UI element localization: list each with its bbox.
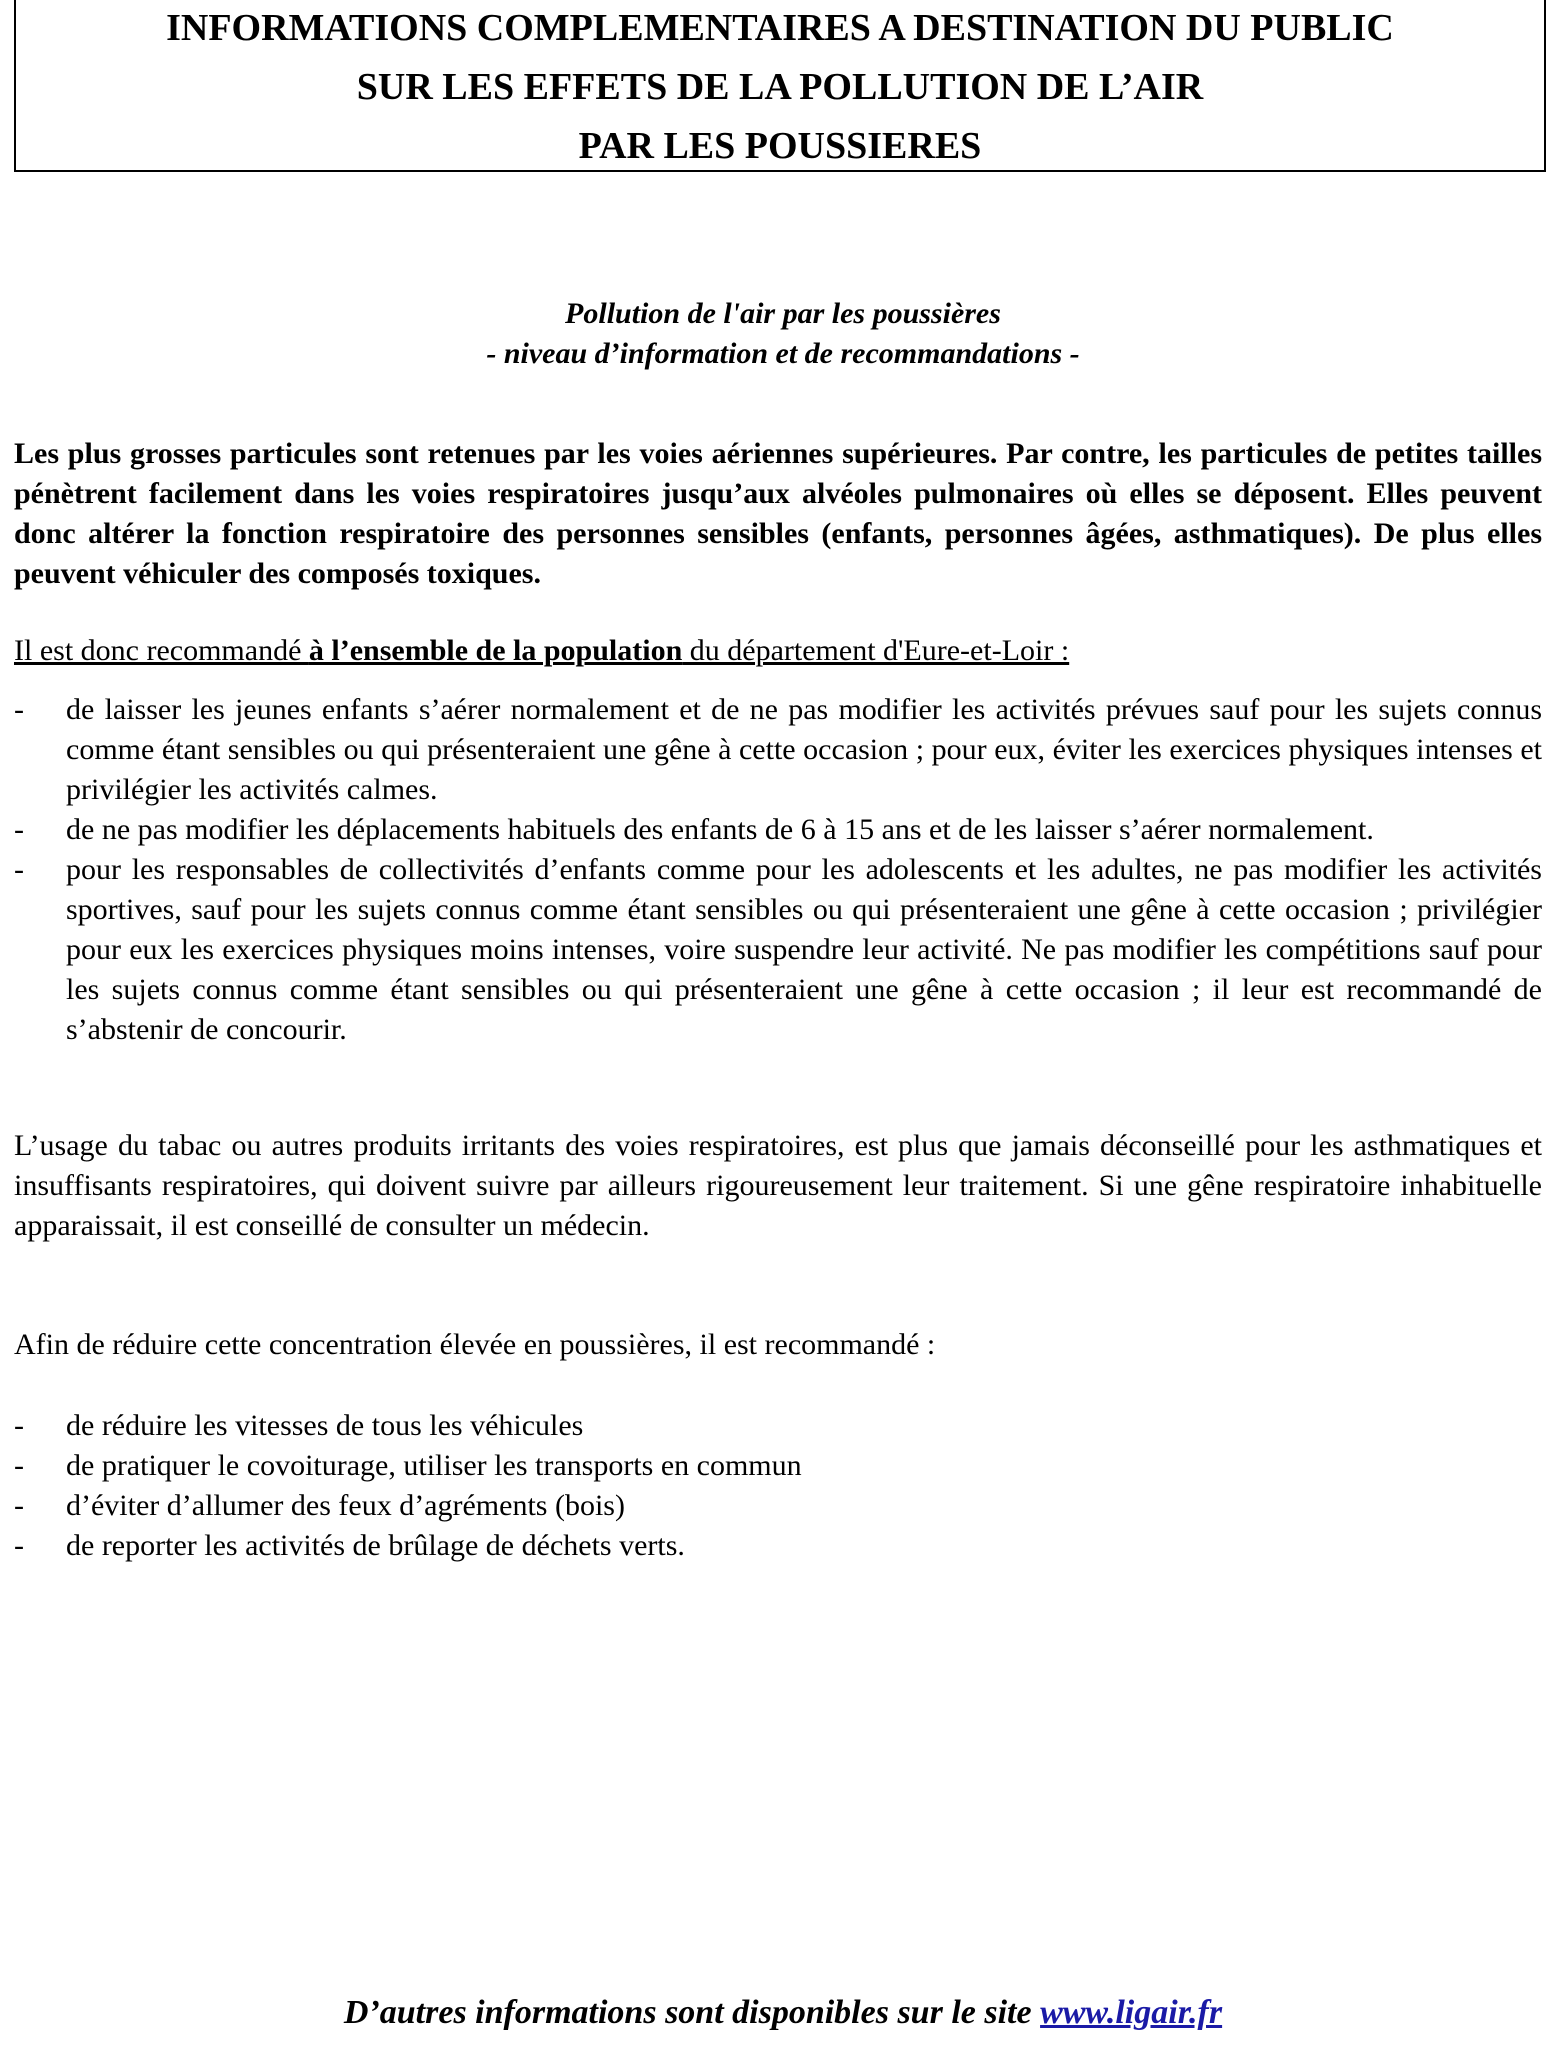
tobacco-paragraph: L’usage du tabac ou autres produits irritants des voies respiratoires, est plus que jamais déconseillé pour les asthmatiques et insuffisants respiratoires, qui doivent suivre par ailleurs rigoureusement leur traitement. Si une gêne respiratoire inhabituelle apparaissait, il est conseillé de consulter un médecin. [14, 1129, 1542, 1242]
list-item-text: de laisser les jeunes enfants s’aérer normalement et de ne pas modifier les activités prévues sauf pour les sujets connus comme étant sensibles ou qui présenteraient une gêne à cette occasion ; pour eux, éviter les exercices physiques intenses et privilégier les activités calmes. [66, 693, 1542, 806]
list-item [14, 1486, 1542, 1526]
list-item [14, 1446, 1542, 1486]
intro-paragraph: Les plus grosses particules sont retenues par les voies aériennes supérieures. Par contre, les particules de petites tailles pénètrent facilement dans les voies respiratoires jusqu’aux alvéoles pulmonaires où elles se déposent. Elles peuvent donc altérer la fonction respiratoire des personnes sensibles (enfants, personnes âgées, asthmatiques). De plus elles peuvent véhiculer des composés toxiques. [14, 437, 1542, 590]
reduction-lead: Afin de réduire cette concentration élevée en poussières, il est recommandé : [14, 1328, 936, 1361]
footer-website-link[interactable]: www.ligair.fr [1040, 1994, 1223, 2031]
list-item [14, 1406, 1542, 1446]
list-dash: - [14, 853, 24, 886]
recommendation-lead-part2: du département d'Eure-et-Loir : [682, 634, 1070, 667]
list-item-text: de reporter les activités de brûlage de déchets verts. [66, 1529, 685, 1562]
title-box [14, 0, 1546, 172]
subtitle-line-2: - niveau d’information et de recommandations - [486, 337, 1080, 370]
list-item [14, 810, 1542, 850]
recommendation-lead-part1: Il est donc recommandé [14, 634, 309, 667]
title-line-1: INFORMATIONS COMPLEMENTAIRES A DESTINATION DU PUBLIC [166, 7, 1394, 49]
reduction-list [14, 1406, 1542, 1566]
list-dash: - [14, 813, 24, 846]
list-dash: - [14, 1529, 24, 1562]
footer-note [0, 1992, 1566, 2034]
list-dash: - [14, 1449, 24, 1482]
list-item-text: de ne pas modifier les déplacements habituels des enfants de 6 à 15 ans et de les laisser s’aérer normalement. [66, 813, 1374, 846]
list-item-text: de réduire les vitesses de tous les véhicules [66, 1409, 584, 1442]
list-dash: - [14, 693, 24, 726]
list-dash: - [14, 1489, 24, 1522]
footer-text: D’autres informations sont disponibles sur le site [343, 1994, 1041, 2031]
title-line-2: SUR LES EFFETS DE LA POLLUTION DE L’AIR [356, 66, 1204, 108]
recommendation-list [14, 690, 1542, 1050]
recommendation-lead [14, 631, 1542, 671]
list-item [14, 1526, 1542, 1566]
recommendation-lead-bold: à l’ensemble de la population [308, 634, 683, 667]
list-item-text: pour les responsables de collectivités d’enfants comme pour les adolescents et les adultes, ne pas modifier les activités sportives, sauf pour les sujets connus comme étant sensibles ou qui présenteraient une gêne à cette occasion ; privilégier pour eux les exercices physiques moins intenses, voire suspendre leur activité. Ne pas modifier les compétitions sauf pour les sujets connus comme étant sensibles ou qui présenteraient une gêne à cette occasion ; il leur est recommandé de s’abstenir de concourir. [66, 853, 1542, 1046]
list-item [14, 690, 1542, 810]
list-item [14, 850, 1542, 1050]
list-dash: - [14, 1409, 24, 1442]
subtitle-line-1: Pollution de l'air par les poussières [565, 297, 1001, 330]
list-item-text: de pratiquer le covoiturage, utiliser les transports en commun [66, 1449, 802, 1482]
list-item-text: d’éviter d’allumer des feux d’agréments (bois) [66, 1489, 625, 1522]
title-line-3: PAR LES POUSSIERES [578, 125, 982, 167]
